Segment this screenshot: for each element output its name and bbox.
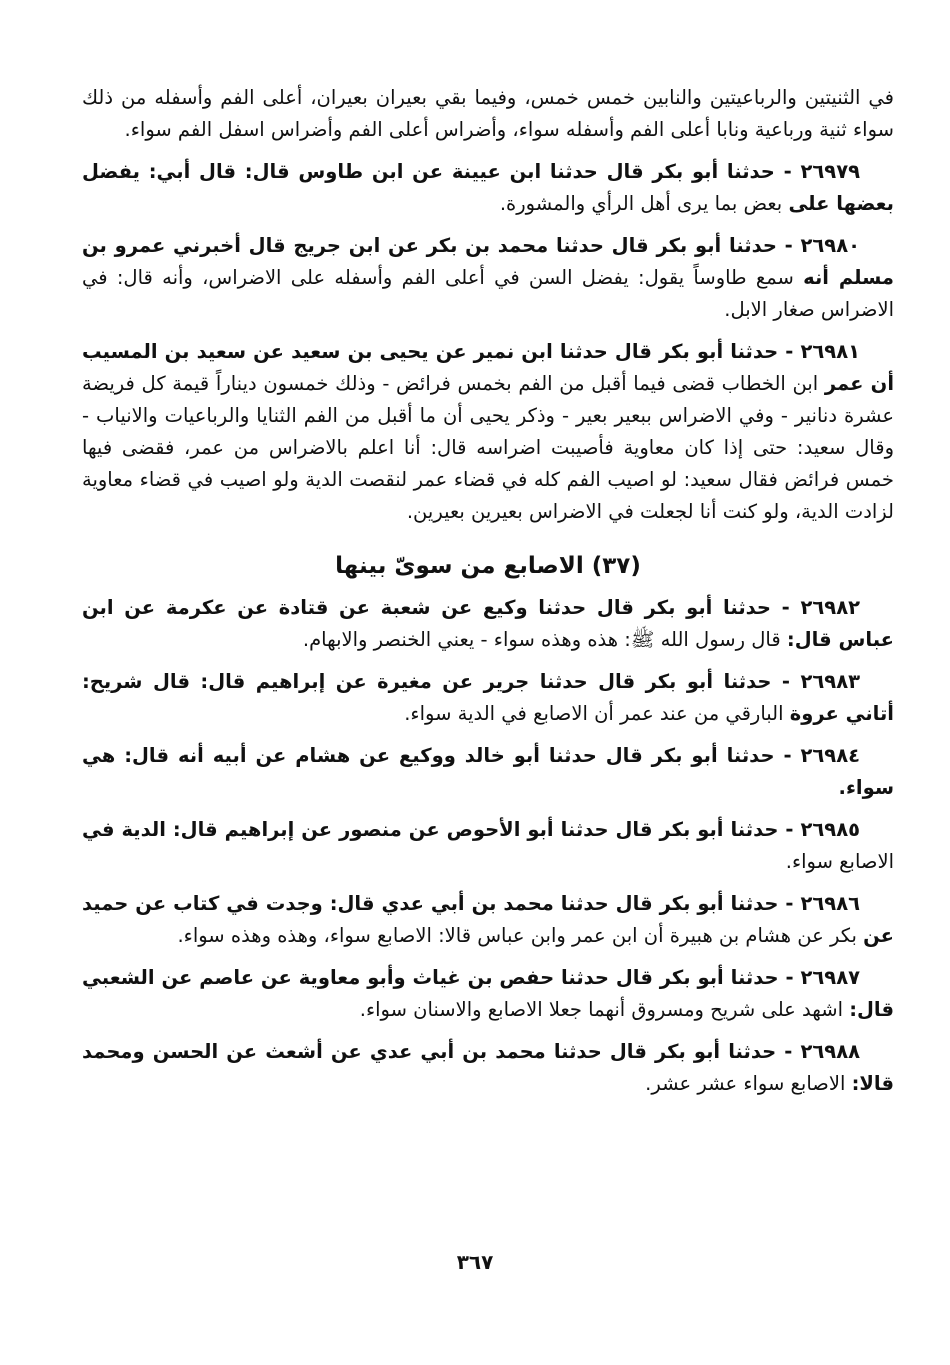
hadith-text: ابن الخطاب قضى فيما أقبل من الفم بخمس فرائض - وذلك خمسون ديناراً قيمة كل فريضة عشرة دنانير - وفي الاضراس ببعير بعير - وذكر يحيى أن ما أقبل من الفم الثنايا والرباعيات والانياب - وقال سعيد: حتى إذا كان معاوية فأصيبت اضراسه قال: أنا اعلم بالاضراس من عمر، فقضى فيها خمس فرائض فقال سعيد: لو اصيب الفم كله في قضاء عمر لنقصت الدية ولو اصيب في قضاء معاوية لزادت الدية، ولو كنت أنا لجعلت في الاضراس بعيرين بعيرين.: [82, 372, 894, 523]
hadith-26983: [82, 666, 894, 730]
number-dash: -: [774, 744, 801, 767]
number-dash: -: [770, 596, 801, 619]
page-body: [82, 82, 894, 1110]
hadith-text: قال رسول الله ﷺ: هذه وهذه سواء - يعني الخنصر والابهام.: [302, 628, 781, 651]
hadith-26980: [82, 230, 894, 326]
hadith-text: سمع طاوساً يقول: يفضل السن في أعلى الفم وأسفله على الاضراس، وأنه قال: في الاضراس صغار الابل.: [82, 266, 894, 321]
hadith-lead: حدثنا أبو بكر قال حدثنا وكيع عن شعبة عن قتادة عن عكرمة عن ابن عباس قال:: [82, 596, 894, 651]
hadith-26984: [82, 740, 894, 804]
hadith-text: بعض بما يرى أهل الرأي والمشورة.: [499, 192, 783, 215]
number-dash: -: [774, 160, 801, 183]
page-number: ٣٦٧: [456, 1250, 494, 1274]
hadith-26985: [82, 814, 894, 878]
number-dash: -: [776, 234, 801, 257]
hadith-number: ٢٦٩٨٥: [800, 818, 860, 841]
number-dash: -: [778, 892, 801, 915]
hadith-lead: حدثنا أبو بكر قال حدثنا حفص بن غياث وأبو معاوية عن عاصم عن الشعبي قال:: [82, 966, 894, 1021]
hadith-lead: حدثنا أبو بكر قال حدثنا محمد بن بكر عن ابن جريج قال أخبرني عمرو بن مسلم أنه: [82, 234, 894, 289]
hadith-26987: [82, 962, 894, 1026]
hadith-26979: [82, 156, 894, 220]
hadith-lead: حدثنا أبو بكر قال حدثنا ابن عيينة عن ابن طاوس قال: قال أبي: يفضل بعضها على: [82, 160, 894, 215]
hadith-number: ٢٦٩٨٢: [800, 596, 860, 619]
hadith-number: ٢٦٩٨٧: [800, 966, 860, 989]
hadith-lead: حدثنا أبو بكر قال حدثنا أبو خالد ووكيع عن هشام عن أبيه أنه قال: هي سواء.: [82, 744, 894, 799]
hadith-text: اشهد على شريح ومسروق أنهما جعلا الاصابع والاسنان سواء.: [359, 998, 843, 1021]
hadith-text: الاصابع سواء.: [785, 850, 894, 873]
hadith-text: البارقي من عند عمر أن الاصابع في الدية سواء.: [404, 702, 784, 725]
number-dash: -: [776, 1040, 801, 1063]
number-dash: -: [778, 966, 801, 989]
hadith-lead: حدثنا أبو بكر قال حدثنا أبو الأحوص عن منصور عن إبراهيم قال: الدية في: [82, 818, 779, 841]
number-dash: -: [771, 670, 801, 693]
hadith-text: بكر عن هشام بن هبيرة أن ابن عمر وابن عباس قالا: الاصابع سواء، وهذه وهذه سواء.: [177, 924, 857, 947]
section-heading: (٣٧) الاصابع من سوىّ بينها: [335, 553, 641, 579]
hadith-number: ٢٦٩٨٦: [800, 892, 860, 915]
hadith-lead: حدثنا أبو بكر قال حدثنا محمد بن أبي عدي قال: وجدت في كتاب عن حميد عن: [82, 892, 894, 947]
hadith-number: ٢٦٩٧٩: [800, 160, 860, 183]
hadith-26982: [82, 592, 894, 656]
hadith-number: ٢٦٩٨٤: [800, 744, 861, 767]
number-dash: -: [778, 340, 801, 363]
hadith-text: الاصابع سواء عشر عشر.: [645, 1072, 846, 1095]
hadith-26981: [82, 336, 894, 528]
hadith-lead: حدثنا أبو بكر قال حدثنا محمد بن أبي عدي عن أشعث عن الحسن ومحمد قالا:: [82, 1040, 894, 1095]
hadith-number: ٢٦٩٨٠: [800, 234, 860, 257]
hadith-lead: حدثنا أبو بكر قال حدثنا ابن نمير عن يحيى بن سعيد عن سعيد بن المسيب أن عمر: [82, 340, 894, 395]
hadith-number: ٢٦٩٨٣: [800, 670, 860, 693]
number-dash: -: [778, 818, 801, 841]
hadith-number: ٢٦٩٨١: [800, 340, 861, 363]
paragraph-text: في الثنيتين والرباعيتين والنابين خمس خمس، وفيما بقي بعيران بعيران، أعلى الفم وأسفله من ذلك سواء ثنية ورباعية ونابا أعلى الفم وأسفله سواء، وأضراس أعلى الفم وأضراس اسفل الفم سواء.: [82, 86, 894, 141]
paragraph-continuation: [82, 82, 894, 146]
hadith-26986: [82, 888, 894, 952]
hadith-lead: حدثنا أبو بكر قال حدثنا جرير عن مغيرة عن إبراهيم قال: قال شريح: أتاني عروة: [82, 670, 894, 725]
hadith-number: ٢٦٩٨٨: [800, 1040, 860, 1063]
hadith-26988: [82, 1036, 894, 1100]
